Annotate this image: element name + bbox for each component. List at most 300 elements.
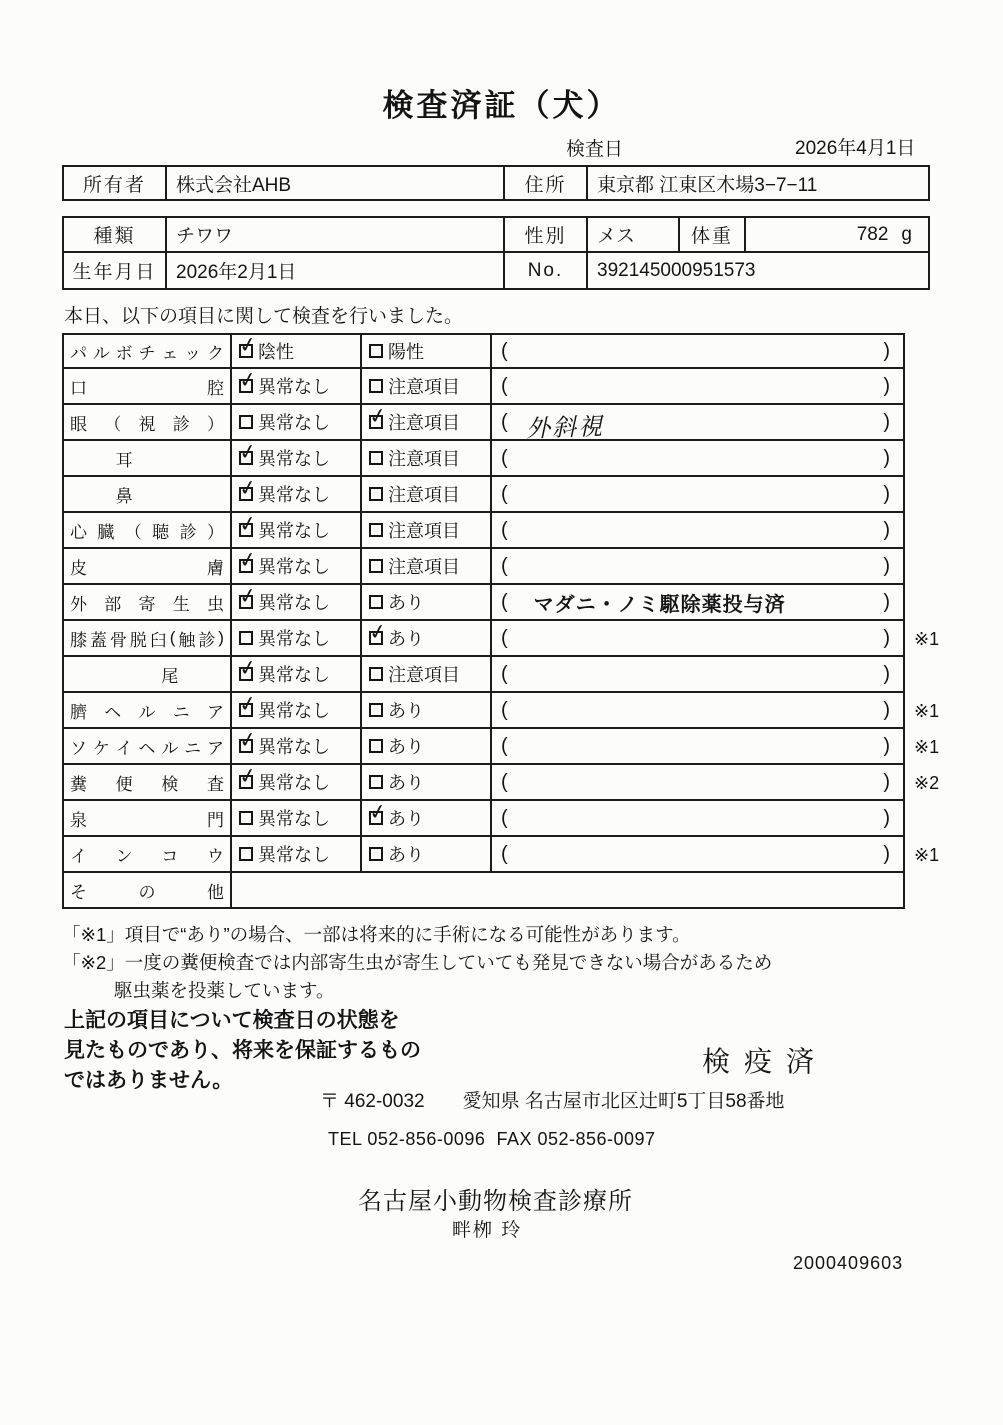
exam-item-label-char: [70, 446, 87, 471]
exam-item-label: [62, 729, 232, 765]
pet-info-table: [62, 216, 930, 290]
exam-item-label-char: 聴: [152, 522, 170, 542]
exam-option: [362, 693, 492, 729]
no-label: No.: [505, 253, 588, 290]
exam-option: [232, 621, 362, 657]
disclaimer-line: 見たものであり、将来を保証するもの: [64, 1038, 421, 1062]
exam-option: [232, 726, 362, 765]
checkbox-unchecked[interactable]: [239, 631, 253, 645]
paren-close: ): [883, 374, 890, 397]
checkbox-checked[interactable]: [237, 474, 259, 502]
exam-note-field: [492, 765, 905, 801]
paren-open: (: [501, 806, 508, 829]
exam-item-label-char: [116, 662, 133, 687]
checkbox-unchecked[interactable]: [369, 595, 383, 609]
exam-note-field: [492, 477, 905, 513]
exam-item-label-char: ケ: [92, 738, 110, 758]
exam-item-label-char: 尾: [161, 666, 179, 686]
check-mark-icon: ✓: [237, 474, 259, 502]
checkbox-unchecked[interactable]: [369, 559, 383, 573]
exam-option-label: 異常なし: [258, 593, 330, 613]
checkbox-unchecked[interactable]: [369, 775, 383, 789]
paren-close: ): [883, 842, 890, 865]
exam-option-label: 注意項目: [388, 485, 460, 505]
exam-note-text: マダニ・ノミ駆除薬投与済: [533, 593, 786, 616]
exam-option: [362, 657, 492, 693]
exam-item-label: [62, 621, 232, 657]
exam-option: [362, 618, 492, 657]
exam-item-label-char: ル: [92, 343, 110, 363]
exam-option-label: 異常なし: [258, 557, 330, 577]
paren-close: ): [883, 626, 890, 649]
exam-item-label-char: ）: [206, 522, 224, 542]
exam-option-label: 異常なし: [258, 449, 330, 469]
exam-item-label-char: ヘ: [138, 738, 156, 758]
exam-note-text: 外斜視: [525, 411, 605, 443]
exam-option: [232, 405, 362, 441]
checkbox-unchecked[interactable]: [369, 703, 383, 717]
footnote-ref: [905, 405, 951, 441]
exam-item-label-char: [70, 662, 87, 687]
checkbox-unchecked[interactable]: [369, 523, 383, 537]
paren-open: (: [501, 410, 508, 433]
exam-item-label: [62, 549, 232, 585]
check-mark-icon: ✓: [237, 331, 259, 359]
address-value: 東京都 江東区木場3−7−11: [588, 165, 930, 201]
exam-row: [62, 873, 951, 909]
exam-item-label-char: （: [124, 522, 142, 542]
exam-option-label: 異常なし: [258, 629, 330, 649]
exam-note-field: [492, 837, 905, 873]
exam-item-label-char: イ: [115, 738, 133, 758]
exam-item-label-char: コ: [161, 846, 179, 866]
exam-item-label: [62, 837, 232, 873]
exam-item-label-char: 寄: [138, 594, 156, 614]
check-mark-icon: ✓: [237, 366, 259, 394]
exam-item-label-char: 皮: [70, 558, 87, 578]
exam-item-label-char: 視: [138, 414, 156, 434]
exam-item-label-char: ク: [206, 343, 224, 363]
exam-note-field: [492, 657, 905, 693]
exam-item-label-char: 虫: [207, 594, 224, 614]
paren-open: (: [501, 518, 508, 541]
exam-option: [232, 333, 362, 369]
exam-item-label-char: ニ: [184, 738, 202, 758]
checkbox-checked[interactable]: [237, 331, 259, 359]
exam-option-label: 陰性: [258, 342, 294, 362]
exam-item-label-char: パ: [70, 343, 87, 363]
paren-close: ): [883, 734, 890, 757]
exam-option-label: 異常なし: [258, 413, 330, 433]
exam-option-label: 異常なし: [258, 773, 330, 793]
check-mark-icon: ✓: [237, 438, 259, 466]
footnote-ref: [905, 549, 951, 585]
exam-item-label-char: 蓋: [89, 630, 107, 650]
exam-option: [232, 837, 362, 873]
exam-item-label: [62, 513, 232, 549]
footnote-ref: [905, 873, 951, 909]
exam-option-label: あり: [388, 773, 424, 793]
paren-open: (: [501, 842, 508, 865]
owner-label: 所有者: [62, 165, 167, 201]
exam-item-label-char: チ: [138, 343, 156, 363]
check-mark-icon: ✓: [237, 582, 259, 610]
exam-row: [62, 474, 951, 513]
paren-close: ): [883, 590, 890, 613]
page-title: 検査済証（犬）: [382, 88, 621, 123]
exam-item-label-char: ル: [138, 702, 156, 722]
pet-info-row-1: [62, 216, 930, 253]
exam-item-label-char: 門: [207, 810, 224, 830]
exam-option-label: あり: [388, 845, 424, 865]
exam-option: [232, 762, 362, 801]
check-mark-icon: ✓: [237, 510, 259, 538]
exam-item-label-char: 鼻: [115, 486, 133, 506]
exam-item-label-char: 触: [178, 630, 196, 650]
exam-note-field: [492, 405, 905, 441]
exam-option-label: あり: [388, 737, 424, 757]
exam-item-label-char: ニ: [172, 702, 190, 722]
exam-option-label: 注意項目: [388, 665, 460, 685]
exam-item-label-char: 便: [115, 774, 133, 794]
exam-item-label-char: [207, 446, 224, 471]
checkbox-unchecked[interactable]: [369, 344, 383, 358]
checkbox-checked[interactable]: [237, 582, 259, 610]
footnote-ref: ※1: [914, 736, 940, 757]
exam-option: [362, 477, 492, 513]
exam-item-label: [62, 801, 232, 837]
footnote-ref: [905, 477, 951, 513]
footnote-ref: ※1: [914, 700, 940, 721]
checkbox-unchecked[interactable]: [369, 739, 383, 753]
breed-value: チワワ: [167, 216, 505, 253]
exam-option: [232, 474, 362, 513]
footnote-ref: [905, 657, 951, 693]
exam-item-label-char: ッ: [184, 343, 202, 363]
exam-option: [362, 765, 492, 801]
exam-option-label: 注意項目: [388, 521, 460, 541]
exam-item-label-char: ): [218, 628, 224, 647]
exam-option-label: あり: [388, 701, 424, 721]
footnote-line: 「※2」一度の糞便検査では内部寄生虫が寄生していても発見できない場合があるため: [62, 951, 773, 973]
exam-item-label-char: 臼: [149, 630, 167, 650]
checkbox-checked[interactable]: [237, 438, 259, 466]
paren-close: ): [883, 446, 890, 469]
exam-option: [362, 729, 492, 765]
exam-item-label-char: 骨: [109, 630, 127, 650]
checkbox-unchecked[interactable]: [369, 379, 383, 393]
footnote-ref: [905, 333, 951, 369]
checkbox-checked[interactable]: [237, 366, 259, 394]
exam-item-label-char: 糞: [70, 774, 87, 794]
intro-text: 本日、以下の項目に関して検査を行いました。: [64, 306, 464, 327]
exam-note-field: [492, 549, 905, 585]
exam-option-label: 注意項目: [388, 557, 460, 577]
exam-option-label: あり: [388, 593, 424, 613]
exam-option: [362, 798, 492, 837]
birth-label: 生年月日: [62, 253, 167, 290]
exam-item-label-char: ヘ: [104, 702, 122, 722]
paren-close: ): [883, 806, 890, 829]
disclaimer: [64, 1006, 421, 1095]
paren-open: (: [501, 339, 508, 362]
exam-option-label: 異常なし: [258, 809, 330, 829]
exam-item-label-char: 生: [172, 594, 190, 614]
exam-option: [362, 369, 492, 405]
exam-item-label-char: ル: [161, 738, 179, 758]
checkbox-unchecked[interactable]: [239, 415, 253, 429]
paren-open: (: [501, 374, 508, 397]
exam-row: [62, 402, 951, 443]
footnotes: [62, 921, 772, 1004]
exam-option-label: 異常なし: [258, 665, 330, 685]
exam-option: [232, 366, 362, 405]
exam-option-label: 注意項目: [388, 377, 460, 397]
exam-item-label-char: 眼: [70, 414, 87, 434]
exam-row: [62, 726, 951, 765]
exam-item-label-char: イ: [70, 846, 87, 866]
weight-cell: [746, 216, 930, 253]
checkbox-unchecked[interactable]: [239, 811, 253, 825]
exam-option: [362, 441, 492, 477]
paren-open: (: [501, 446, 508, 469]
exam-item-label-char: ア: [206, 738, 224, 758]
sex-label: 性別: [505, 216, 588, 253]
owner-row: [62, 165, 930, 201]
breed-label: 種類: [62, 216, 167, 253]
birth-value: 2026年2月1日: [167, 253, 505, 290]
exam-item-label-char: 診: [179, 522, 197, 542]
exam-row: [62, 798, 951, 837]
exam-option-label: 異常なし: [258, 845, 330, 865]
checkbox-unchecked[interactable]: [369, 451, 383, 465]
exam-option: [362, 585, 492, 621]
checkbox-checked[interactable]: [237, 654, 259, 682]
exam-item-label-char: 部: [104, 594, 122, 614]
exam-row: [62, 333, 951, 369]
exam-item-label-char: ボ: [115, 343, 133, 363]
footnote-ref: [905, 369, 951, 405]
exam-empty-cell: [232, 873, 905, 909]
exam-item-label: [62, 477, 232, 513]
exam-note-field: [492, 693, 905, 729]
exam-option: [362, 513, 492, 549]
exam-item-label-char: 外: [70, 594, 87, 614]
pet-info-row-2: [62, 253, 930, 290]
exam-option-label: 異常なし: [258, 377, 330, 397]
clinic-tel-fax: TEL 052-856-0096 FAX 052-856-0097: [328, 1129, 656, 1149]
exam-row: [62, 837, 951, 873]
exam-item-label: [62, 441, 232, 477]
veterinarian-name: 畔栁 玲: [452, 1220, 523, 1241]
weight-label: 体重: [680, 216, 746, 253]
exam-item-label: [62, 693, 232, 729]
exam-item-label-char: [207, 482, 224, 507]
exam-option: [232, 438, 362, 477]
check-mark-icon: ✓: [237, 726, 259, 754]
exam-option: [232, 510, 362, 549]
exam-item-label-char: 診: [172, 414, 190, 434]
weight-value: 782: [856, 223, 889, 245]
exam-row: [62, 762, 951, 801]
footnote-line: 駆虫薬を投薬しています。: [114, 979, 335, 1001]
checkbox-checked[interactable]: [237, 762, 259, 790]
exam-option-label: 注意項目: [388, 413, 460, 433]
exam-option-label: 注意項目: [388, 449, 460, 469]
check-mark-icon: ✓: [237, 762, 259, 790]
exam-item-label: [62, 369, 232, 405]
exam-item-label-char: そ: [70, 882, 87, 902]
exam-item-label-char: 臍: [70, 702, 87, 722]
footnote-line: 「※1」項目で“あり”の場合、一部は将来的に手術になる可能性があります。: [62, 924, 691, 945]
exam-row: [62, 582, 951, 621]
exam-option-label: あり: [388, 629, 424, 649]
footnote-ref: ※1: [914, 628, 940, 649]
exam-row: [62, 438, 951, 477]
exam-item-label-char: 査: [206, 774, 224, 794]
checkbox-checked[interactable]: [367, 402, 389, 430]
checkbox-unchecked[interactable]: [369, 667, 383, 681]
exam-option: [362, 837, 492, 873]
exam-note-field: [492, 585, 905, 621]
paren-close: ): [883, 698, 890, 721]
exam-item-label-char: 腔: [207, 378, 224, 398]
exam-note-field: [492, 513, 905, 549]
check-mark-icon: ✓: [237, 654, 259, 682]
paren-open: (: [501, 590, 508, 613]
weight-unit: g: [901, 223, 912, 245]
no-value: 392145000951573: [588, 253, 930, 290]
exam-option-label: 異常なし: [258, 521, 330, 541]
exam-option: [362, 402, 492, 441]
checkbox-checked[interactable]: [237, 726, 259, 754]
footnote-ref: [905, 441, 951, 477]
exam-item-label-char: ア: [207, 702, 224, 722]
exam-item-label-char: 臓: [97, 522, 115, 542]
check-mark-icon: ✓: [367, 618, 389, 646]
exam-item-label-char: 泉: [70, 810, 87, 830]
exam-item-label: [62, 765, 232, 801]
checkbox-checked[interactable]: [367, 798, 389, 826]
paren-open: (: [501, 662, 508, 685]
paren-open: (: [501, 626, 508, 649]
paren-close: ): [883, 518, 890, 541]
checkbox-checked[interactable]: [237, 510, 259, 538]
exam-item-label-char: [161, 446, 178, 471]
exam-option: [232, 654, 362, 693]
paren-open: (: [501, 770, 508, 793]
checkbox-checked[interactable]: [237, 690, 259, 718]
exam-item-label-char: 診: [198, 630, 216, 650]
exam-option-label: 異常なし: [258, 737, 330, 757]
exam-row: [62, 690, 951, 729]
exam-option: [362, 333, 492, 369]
exam-item-label-char: [207, 662, 224, 687]
exam-note-field: [492, 333, 905, 369]
exam-option: [232, 582, 362, 621]
check-mark-icon: ✓: [237, 690, 259, 718]
exam-item-label: [62, 405, 232, 441]
exam-item-label-char: 耳: [115, 450, 133, 470]
checkbox-unchecked[interactable]: [369, 487, 383, 501]
exam-row: [62, 618, 951, 657]
disclaimer-line: ではありません。: [64, 1068, 234, 1092]
paren-open: (: [501, 698, 508, 721]
exam-option: [232, 690, 362, 729]
exam-table: [62, 333, 951, 909]
exam-option-label: あり: [388, 809, 424, 829]
exam-item-label: [62, 333, 232, 369]
inspection-date-value: 2026年4月1日: [795, 138, 916, 159]
inspection-date-label: 検査日: [566, 139, 624, 160]
exam-option: [362, 549, 492, 585]
paren-open: (: [501, 482, 508, 505]
checkbox-checked[interactable]: [367, 618, 389, 646]
exam-item-label-char: ソ: [70, 738, 87, 758]
exam-item-label: [62, 585, 232, 621]
paren-close: ): [883, 410, 890, 433]
exam-row: [62, 546, 951, 585]
check-mark-icon: ✓: [367, 798, 389, 826]
exam-row: [62, 654, 951, 693]
address-label: 住所: [505, 165, 588, 201]
check-mark-icon: ✓: [367, 402, 389, 430]
paren-open: (: [501, 734, 508, 757]
checkbox-checked[interactable]: [237, 546, 259, 574]
footnote-ref: ※2: [914, 772, 940, 793]
exam-option-label: 異常なし: [258, 485, 330, 505]
owner-value: 株式会社AHB: [167, 165, 505, 201]
paren-close: ): [883, 662, 890, 685]
exam-item-label-char: 他: [207, 882, 224, 902]
exam-item-label-char: 膚: [207, 558, 224, 578]
exam-item-label-char: 膝: [70, 630, 87, 650]
exam-item-label-char: 口: [70, 378, 87, 398]
exam-item-label-char: ェ: [161, 343, 179, 363]
exam-item-label-char: の: [138, 882, 156, 902]
exam-item-label-char: 検: [161, 774, 179, 794]
exam-item-label-char: ン: [115, 846, 133, 866]
exam-note-field: [492, 801, 905, 837]
check-mark-icon: ✓: [237, 546, 259, 574]
footnote-ref: ※1: [914, 844, 940, 865]
postal-code: 〒 462-0032: [320, 1091, 425, 1112]
exam-item-label-char: [161, 482, 178, 507]
checkbox-unchecked[interactable]: [239, 847, 253, 861]
footnote-ref: [905, 801, 951, 837]
exam-row: [62, 510, 951, 549]
paren-open: (: [501, 554, 508, 577]
exam-note-field: [492, 441, 905, 477]
clinic-name: 名古屋小動物検査診療所: [358, 1188, 633, 1215]
owner-table: [62, 165, 930, 201]
exam-option-label: 陽性: [388, 342, 424, 362]
footnote-ref: [905, 585, 951, 621]
exam-option: [232, 801, 362, 837]
exam-item-label-char: ）: [207, 414, 224, 434]
clinic-address-line: [320, 1086, 785, 1113]
exam-item-label-char: 脱: [129, 630, 147, 650]
quarantine-stamp: 検疫済: [702, 1046, 829, 1077]
checkbox-unchecked[interactable]: [369, 847, 383, 861]
exam-note-field: [492, 729, 905, 765]
paren-close: ): [883, 339, 890, 362]
footnote-ref: [905, 513, 951, 549]
exam-option-label: 異常なし: [258, 701, 330, 721]
paren-close: ): [883, 482, 890, 505]
exam-option: [232, 546, 362, 585]
exam-note-field: [492, 621, 905, 657]
